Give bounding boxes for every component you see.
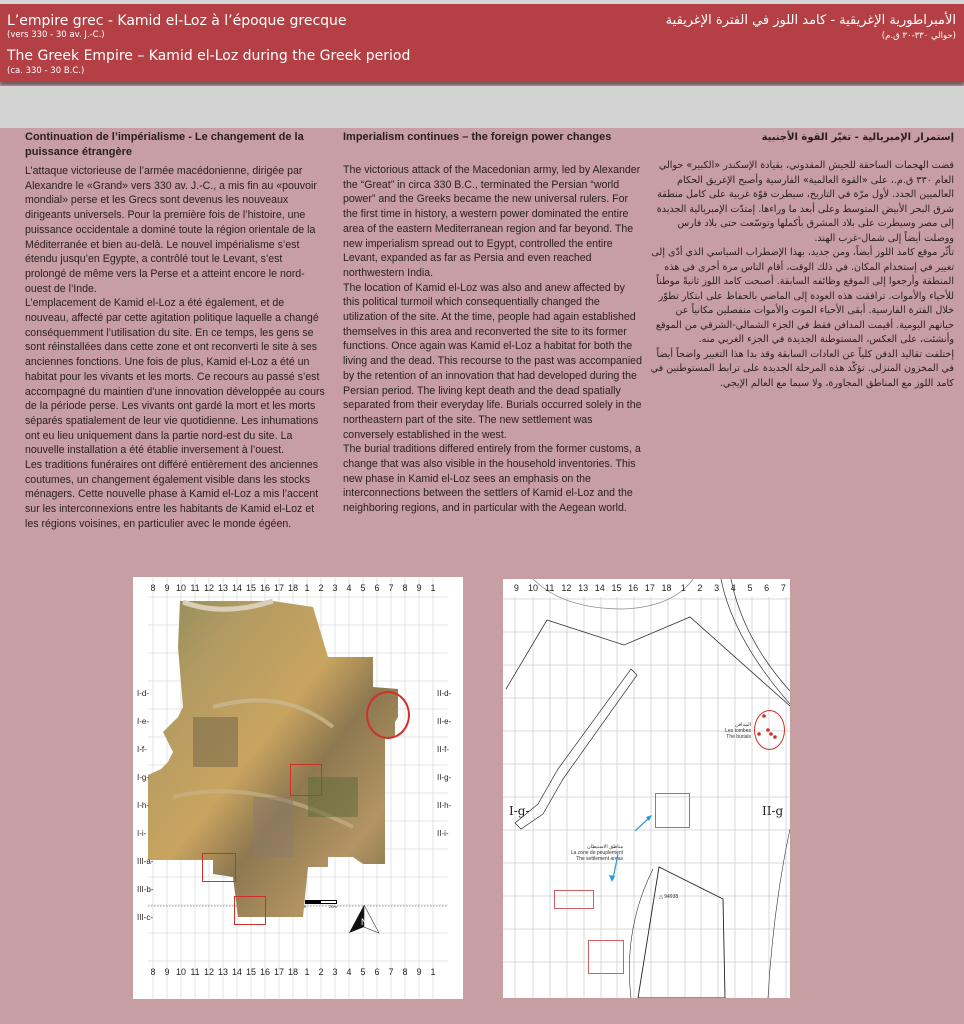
settlement-area-box [290,764,322,796]
grid-row-label: I-i- [137,829,147,838]
grid-column-number: 4 [346,583,352,593]
gray-band [0,86,964,128]
settlement-area-box [655,793,690,828]
grid-column-number: 12 [203,967,214,977]
grid-column-number: 5 [360,967,366,977]
paragraph: قضت الهجمات الساحقة للجيش المقدوني، بقيادة الإسكندر «الكبير» حوالي العام ٣٣٠ ق.م.، على «القوة العالمية» الفارسية وأصبح الإغريق الحكام العالميين الجدد. لأول مرّة في التاريخ، سيطرت قوّة غربية على كامل منطقة شرق البحر الأبيض المتوسط وعلى أبعد ما وراءها. إمتدّت الإمبريالية الجديدة إلى مصر وسيطرت على بلاد المشرق بأكملها وتوسّعت حتى بلاد فارس ووصلت أيضاً إلى شمال-غرب الهند. [656,160,954,244]
grid-column-number: 2 [318,583,324,593]
grid-row-label: I-e- [137,717,149,726]
grid-row-label: I-f- [137,745,147,754]
grid-column-number: 1 [304,967,310,977]
aerial-site-map [133,577,463,999]
grid-column-number: 14 [594,583,605,593]
scale-start-label: 0 [304,904,307,909]
grid-column-number: 6 [764,583,770,593]
grid-row-label: II-h- [437,801,452,810]
grid-column-number: 15 [245,967,256,977]
paragraph: إختلفت تقاليد الدفن كلياً عن العادات السابقة وقد بدا هذا التغيير واضحاً أيضاً في المخزون المنزلي. تؤكّد هذه المرحلة الجديدة على ترابط المستوطنين في كامد اللوز مع المناطق المجاورة، ولا سيما مع العالم الإيجي. [650,348,954,389]
scale-end-label: 20m [329,904,337,909]
title-banner [0,4,964,82]
grid-column-number: 8 [150,967,156,977]
grid-column-number: 14 [231,583,242,593]
grid-column-number: 15 [245,583,256,593]
grid-column-number: 12 [561,583,572,593]
grid-column-number: 10 [175,967,186,977]
paragraph: The location of Kamid el-Loz was also and anew affected by this political turmoil which consequentially changed the utilization of the site. At the time, people had again established themselves in this area and reconverted the site to its former functions. Once again was Kamid el-Loz a habitat for both the living and the dead. This recourse to the past was accompanied by the retention of an innovation that had developed during the Persian period. The living kept death and the dead spatially separated from their everyday life. Burials occurred solely in the northeastern part of the site. The new settlement was conversely established in the west. [343,281,642,441]
title-arabic: الأمبراطورية الإغريقية - كامد اللوز في الفترة الإغريقية [665,13,956,28]
grid-column-number: 3 [332,967,338,977]
grid-column-number: 1 [430,967,436,977]
grid-column-number: 16 [628,583,639,593]
grid-column-number: 11 [190,583,200,593]
aerial-photo-mosaic [148,601,398,917]
grid-column-number: 4 [346,967,352,977]
north-label: N [361,917,368,927]
grid-column-number: 9 [164,967,170,977]
burials-circle [754,710,785,750]
grid-column-number: 7 [780,583,786,593]
grid-column-number: 6 [374,583,380,593]
grid-column-number: 18 [287,967,298,977]
paragraph: L’emplacement de Kamid el-Loz a été également, et de nouveau, affecté par cette agitation politique laquelle a changé conséquemment l’utilisation du site. En ce temps, les gens se sont réinstallées dans cette zone et ont reconverti le site à ses anciennes fonctions. Une fois de plus, Kamid el-Loz a été un habitat pour les vivants et les morts. Ce recours au passé s’est accompagné du maintien d’une innovation développée au cours de la période perse. Les vivants ont gardé la mort et les morts séparés spatialement de leur vie quotidienne. Les inhumations ont eu lieu uniquement dans la partie nord-est du site. La nouvelle installation a été établie inversement à l’ouest. [25,297,325,457]
grid-column-number: 11 [545,583,555,593]
settlement-label [555,844,623,862]
grid-column-number: 8 [150,583,156,593]
paragraph: The victorious attack of the Macedonian army, led by Alexander the “Great” in circa 330 B.C., terminated the Persian “world power” and the Greeks became the new universal rulers. For the first time in history, a western power dominated the entire area of the eastern Mediterranean region and far beyond. The new imperialism spread out to Egypt, controlled the entire Levant, expanded as far as Persia and even reached northwestern India. [343,164,641,279]
grid-row-label: II-i- [437,829,449,838]
paragraph: تأثّر موقع كامد اللوز أيضاً، ومن جديد، بهذا الإضطراب السياسي الذي أدّى إلى تغيير في إستخدام المكان. في ذلك الوقت، أقام الناس مرة أخرى في هذه المنطقة وأرجعوا إلى الموقع وظائفه السابقة. أصبحت كامد اللوز ثانيةً موطناً للأحياء والأموات. ترافقت هذه العودة إلى الماضي بالحفاظ على ابتكار تطوّر خلال الفترة الفارسية. أبقى الأحياء الموت والأموات منفصلين مكانياً عن حياتهم اليومية. أقيمت المدافن فقط في الجزء الشمالي-الشرقي من الموقع وأنشئت، على العكس، المستوطنة الجديدة في الجزء الغربي منه. [651,247,954,345]
grid-column-number: 18 [661,583,672,593]
grid-row-label: III-b- [137,885,154,894]
plan-drawing [503,579,790,998]
grid-column-number: 13 [217,967,228,977]
settlement-label-english: The settlement areas [576,856,623,862]
grid-column-number: 4 [730,583,736,593]
grid-label-left: I-g- [509,804,530,818]
heading-arabic: إستمرار الإمبريالية - تغيّر القوة الأجنبية [761,132,954,143]
burials-circle [366,691,410,739]
grid-column-number: 11 [190,967,200,977]
column-french [25,130,325,532]
paragraph: The burial traditions differed entirely from the former customs, a change that was also visible in the household inventories. This new phase in Kamid el-Loz sees an emphasis on the interconnections between the settlers of Kamid el-Loz and the neighboring regions, and in particular with the Aegean world. [343,443,641,515]
plan-column-numbers [508,583,792,593]
burials-label [711,722,751,740]
settlement-label-arabic: مناطق الاستيطان [587,844,623,850]
grid-column-number: 13 [578,583,589,593]
aerial-bottom-column-numbers [146,967,440,977]
grid-column-number: 13 [217,583,228,593]
grid-row-label: I-h- [137,801,149,810]
paragraph: L’attaque victorieuse de l’armée macédonienne, dirigée par Alexandre le «Grand» vers 330 av. J.-C., a mis fin au «pouvoir mondial» perse et les Grecs sont devenus les nouveaux dirigeants universels. Pour la première fois de l’histoire, une puissance occidentale a dominé toute la région orientale de la Méditerranée et bien au-delà. Le nouvel impérialisme s’est étendu jusqu’en Egypte, a contrôlé tout le Levant, s’est prolongé de même vers la Perse et a atteint encore le nord-ouest de l’Inde. [25,165,317,295]
grid-column-number: 5 [360,583,366,593]
grid-column-number: 17 [644,583,655,593]
settlement-area-box [234,896,266,925]
grid-column-number: 7 [388,967,394,977]
elevation-label: △ 94938 [659,894,679,900]
grid-column-number: 8 [402,583,408,593]
subtitle-french: (vers 330 - 30 av. J.-C.) [7,30,105,40]
grid-row-label: I-g- [137,773,149,782]
heading-english: Imperialism continues – the foreign power changes [343,131,612,143]
grid-column-number: 3 [332,583,338,593]
paragraph: Les traditions funéraires ont différé entièrement des anciennes coutumes, un changement également visible dans les stocks ménagers. Cette nouvelle phase à Kamid el-Loz a mis l’accent sur les interconnexions entre les habitants de Kamid el-Loz et les régions voisines, en particulier avec le monde égéen. [25,459,319,530]
grid-column-number: 1 [304,583,310,593]
grid-row-label: I-d- [137,689,149,698]
grid-row-label: III-a- [137,857,154,866]
north-arrow-icon [347,903,381,935]
grid-column-number: 7 [388,583,394,593]
grid-column-number: 9 [416,583,422,593]
grid-column-number: 9 [164,583,170,593]
grid-column-number: 16 [259,583,270,593]
subtitle-english: (ca. 330 - 30 B.C.) [7,66,85,76]
title-english: The Greek Empire – Kamid el-Loz during the Greek period [7,48,411,64]
grid-column-number: 10 [175,583,186,593]
grid-row-label: II-f- [437,745,449,754]
grid-column-number: 9 [416,967,422,977]
burials-label-english: The burials [726,734,751,740]
aerial-top-column-numbers [146,583,440,593]
settlement-label-french: La zone de peuplement [570,850,623,856]
column-arabic [650,130,954,391]
excavation-plan-map [503,579,790,998]
grid-column-number: 1 [430,583,436,593]
grid-column-number: 12 [203,583,214,593]
grid-column-number: 17 [273,967,284,977]
settlement-area-box [202,853,236,882]
grid-column-number: 18 [287,583,298,593]
grid-column-number: 10 [528,583,539,593]
burials-label-arabic: المدافن [734,722,751,728]
grid-column-number: 17 [273,583,284,593]
grid-column-number: 2 [697,583,703,593]
burials-label-french: Les tombes [725,728,751,734]
grid-column-number: 16 [259,967,270,977]
grid-column-number: 2 [318,967,324,977]
grid-column-number: 15 [611,583,622,593]
grid-column-number: 9 [513,583,519,593]
grid-column-number: 6 [374,967,380,977]
heading-french: Continuation de l’impérialisme - Le changement de la puissance étrangère [25,131,304,158]
grid-column-number: 8 [402,967,408,977]
grid-label-right: II-g [762,804,784,818]
grid-column-number: 1 [680,583,686,593]
subtitle-arabic: (حوالي ٣٣٠-٣٠ ق.م) [881,31,956,41]
column-english [343,130,643,516]
grid-column-number: 5 [747,583,753,593]
grid-column-number: 14 [231,967,242,977]
grid-row-label: III-c- [137,913,153,922]
grid-row-label: II-d- [437,689,452,698]
grid-row-label: II-e- [437,717,452,726]
title-french: L’empire grec - Kamid el-Loz à l’époque grecque [7,13,347,29]
settlement-area-box [588,940,624,974]
grid-row-label: II-g- [437,773,452,782]
settlement-area-box [554,890,594,909]
grid-column-number: 3 [714,583,720,593]
